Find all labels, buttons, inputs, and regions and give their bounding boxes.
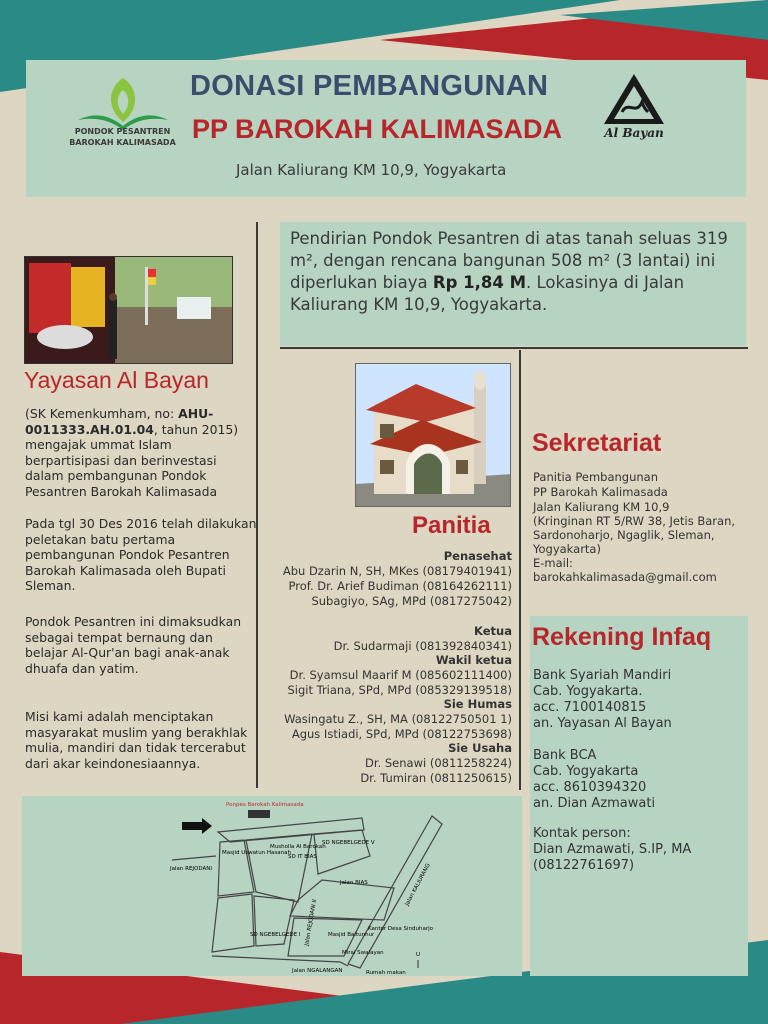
bank-line: an. Dian Azmawati — [533, 796, 656, 811]
map-label-sd-it: SD IT BIAS — [288, 854, 317, 860]
sekretariat-line: Sardonoharjo, Ngaglik, Sleman, — [533, 528, 715, 542]
bank-line: Bank BCA — [533, 748, 597, 763]
building-design-image — [355, 363, 511, 507]
panitia-member: Agus Istiadi, SPd, MPd (08122753698) — [291, 727, 512, 741]
map-north-label: U — [416, 952, 421, 958]
map-label-sd-ngebelgede: SD NGEBELGEDE V — [322, 840, 375, 846]
bank-line: acc. 8610394320 — [533, 780, 647, 795]
rekening-title: Rekening Infaq — [532, 623, 712, 651]
sekretariat-title: Sekretariat — [532, 429, 662, 457]
yayasan-paragraph-3: Pondok Pesantren ini dimaksudkan sebagai tempat bernaung dan belajar Al-Qur'an bagi anak-anak dhuafa dan yatim. — [25, 614, 242, 676]
sekretariat-line: Panitia Pembangunan — [533, 470, 659, 484]
map-label-jalan-bias: Jalan BIAS — [340, 880, 368, 886]
penasehat-heading: Penasehat — [443, 549, 512, 563]
bank-line: acc. 7100140815 — [533, 700, 647, 715]
contact-line: (08122761697) — [533, 858, 635, 873]
panitia-member: Subagiyo, SAg, MPd (0817275042) — [311, 594, 512, 608]
yayasan-paragraph-2: Pada tgl 30 Des 2016 telah dilakukan peletakan batu pertama pembangunan Pondok Pesantren Barokah Kalimasada oleh Bupati Sleman. — [25, 516, 257, 594]
sekretariat-line: PP Barokah Kalimasada — [533, 485, 668, 499]
panitia-title: Panitia — [412, 512, 491, 539]
sekretariat-line: Jalan Kaliurang KM 10,9 — [533, 500, 670, 514]
project-description: Pendirian Pondok Pesantren di atas tanah seluas 319 m², dengan rencana bangunan 508 m² (3 lantai) ini diperlukan biaya Rp 1,84 M. Lokasinya di Jalan Kaliurang KM 10,9, Yogyakarta. — [280, 222, 746, 346]
map-label-jalan-kaliurang: Jalan KALIURANG — [404, 862, 432, 907]
wakil-ketua-heading: Wakil ketua — [435, 653, 512, 667]
bank-line: Cab. Yogyakarta — [533, 764, 639, 779]
panitia-member: Wasingatu Z., SH, MA (08122750501 1) — [284, 712, 512, 726]
map-label-sd-ngebel: SD NGEBELGEDE I — [250, 932, 301, 938]
yayasan-paragraph-4: Misi kami adalah menciptakan masyarakat muslim yang berakhlak mulia, mandiri dan tidak tercerabut dari akar keindonesiaannya. — [25, 709, 248, 771]
map-label-rumah-makan: Rumah makan — [366, 970, 406, 976]
map-label-mirai: Mirai Swalayan — [342, 950, 384, 956]
panitia-member: Dr. Sudarmaji (081392840341) — [333, 639, 512, 653]
sekretariat-email: barokahkalimasada@gmail.com — [533, 570, 717, 584]
page-subtitle: PP BAROKAH KALIMASADA — [192, 114, 563, 144]
map-label-jalan-ngalangan: Jalan NGALANGAN — [292, 968, 343, 974]
map-label-jalan-rejodani: Jalan REJODANI — [170, 866, 213, 872]
panitia-member: Prof. Dr. Arief Budiman (08164262111) — [288, 579, 512, 593]
pesantren-logo-text: PONDOK PESANTREN BAROKAH KALIMASADA — [69, 127, 176, 147]
map-label-ponpes: Ponpes Barokah Kalimasada — [226, 802, 304, 808]
left-column-divider — [256, 222, 258, 788]
map-label-kantor-desa: Kantor Desa Sinduharjo — [368, 926, 433, 932]
sekretariat-line: (Kringinan RT 5/RW 38, Jetis Baran, — [533, 514, 736, 528]
sekretariat-line: E-mail: — [533, 556, 573, 570]
bank-line: Bank Syariah Mandiri — [533, 668, 672, 683]
location-arrow-icon — [182, 818, 212, 834]
header-address: Jalan Kaliurang KM 10,9, Yogyakarta — [236, 161, 507, 179]
al-bayan-logo-text: Al Bayan — [604, 126, 664, 140]
ceremony-photo — [24, 256, 233, 364]
description-divider — [280, 347, 748, 349]
map-label-musholla: Musholla Al Barokah — [270, 844, 326, 850]
ketua-heading: Ketua — [474, 624, 512, 638]
sekretariat-line: Yogyakarta) — [533, 542, 601, 556]
bank-line: an. Yayasan Al Bayan — [533, 716, 672, 731]
panitia-member: Dr. Syamsul Maarif M (085602111400) — [289, 668, 512, 682]
panitia-member: Abu Dzarin N, SH, MKes (08179401941) — [282, 564, 512, 578]
panitia-member: Dr. Tumiran (0811250615) — [360, 771, 512, 785]
location-map — [22, 796, 522, 976]
yayasan-paragraph-1: (SK Kemenkumham, no: AHU-0011333.AH.01.04, tahun 2015) mengajak ummat Islam berpartisipasi dan berinvestasi dalam pembangunan Pondok Pesantren Barokah Kalimasada — [25, 406, 239, 499]
center-column-divider — [519, 350, 521, 790]
sie-usaha-heading: Sie Usaha — [448, 741, 512, 755]
page-title: DONASI PEMBANGUNAN — [190, 70, 549, 102]
contact-line: Dian Azmawati, S.IP, MA — [533, 842, 692, 857]
map-label-masjid-baitunnur: Masjid Baitunnur — [328, 932, 375, 938]
bank-line: Cab. Yogyakarta. — [533, 684, 643, 699]
yayasan-title: Yayasan Al Bayan — [24, 367, 209, 393]
panitia-member: Sigit Triana, SPd, MPd (085329139518) — [287, 683, 512, 697]
sie-humas-heading: Sie Humas — [443, 697, 512, 711]
map-label-jalan-rejodani-2: Jalan REJODANI II — [304, 899, 319, 947]
panitia-member: Dr. Senawi (0811258224) — [365, 756, 512, 770]
map-label-masjid-uswatun: Masjid Uswatun Hasanah — [222, 850, 291, 856]
contact-line: Kontak person: — [533, 826, 631, 841]
